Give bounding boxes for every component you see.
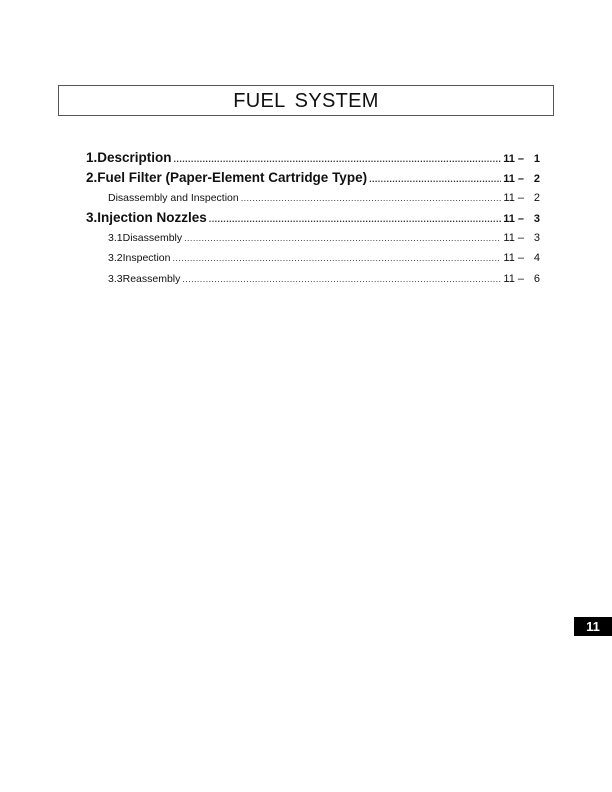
- dot-leader: [184, 233, 501, 243]
- toc-entry-disassembly-inspection[interactable]: [108, 192, 540, 204]
- chapter-number: 11 –: [503, 192, 524, 204]
- toc-label: Reassembly: [122, 273, 181, 285]
- toc-number: 3.2: [108, 252, 123, 264]
- chapter-number: 11 –: [503, 173, 524, 185]
- toc-number: 3.1: [108, 232, 123, 244]
- toc-number: 1.: [86, 150, 98, 165]
- toc-page: [503, 213, 540, 225]
- dot-leader: [369, 174, 501, 184]
- chapter-number: 11 –: [503, 232, 524, 244]
- toc-entry-3-2-inspection[interactable]: [108, 252, 540, 264]
- chapter-number: 11 –: [503, 273, 524, 285]
- toc-entry-fuel-filter[interactable]: [86, 170, 540, 185]
- chapter-number: 11 –: [503, 213, 524, 225]
- section-title-box: [58, 85, 554, 116]
- toc-entry-3-3-reassembly[interactable]: [108, 273, 540, 285]
- toc-label: Disassembly: [122, 232, 183, 244]
- dot-leader: [209, 214, 501, 224]
- toc-page: [503, 173, 540, 185]
- toc-label: Disassembly and Inspection: [108, 192, 239, 204]
- toc-number: 2.: [86, 170, 98, 185]
- toc-number: 3.3: [108, 273, 123, 285]
- page-number: 4: [533, 252, 540, 264]
- section-tab: 11: [574, 617, 612, 636]
- toc-page: [503, 153, 540, 165]
- section-title: FUEL SYSTEM: [233, 90, 379, 112]
- toc-page: [503, 273, 540, 285]
- toc-entry-injection-nozzles[interactable]: [86, 210, 540, 225]
- page-number: 3: [533, 232, 540, 244]
- page-number: 1: [533, 153, 540, 165]
- dot-leader: [172, 253, 501, 263]
- toc-label: Fuel Filter (Paper-Element Cartridge Type): [97, 170, 368, 185]
- toc-label: Inspection: [122, 252, 171, 264]
- chapter-number: 11 –: [503, 252, 524, 264]
- page-number: 6: [533, 273, 540, 285]
- dot-leader: [174, 154, 502, 164]
- page-number: 3: [533, 213, 540, 225]
- toc-page: [503, 192, 540, 204]
- toc-label: Description: [97, 150, 172, 165]
- toc-entry-3-1-disassembly[interactable]: [108, 232, 540, 244]
- toc-label: Injection Nozzles: [97, 210, 207, 225]
- page-number: 2: [533, 192, 540, 204]
- toc-page: [503, 232, 540, 244]
- dot-leader: [182, 274, 501, 284]
- page-number: 2: [533, 173, 540, 185]
- dot-leader: [241, 193, 502, 203]
- toc-page: [503, 252, 540, 264]
- chapter-number: 11 –: [503, 153, 524, 165]
- toc-entry-description[interactable]: [86, 150, 540, 165]
- toc-number: 3.: [86, 210, 98, 225]
